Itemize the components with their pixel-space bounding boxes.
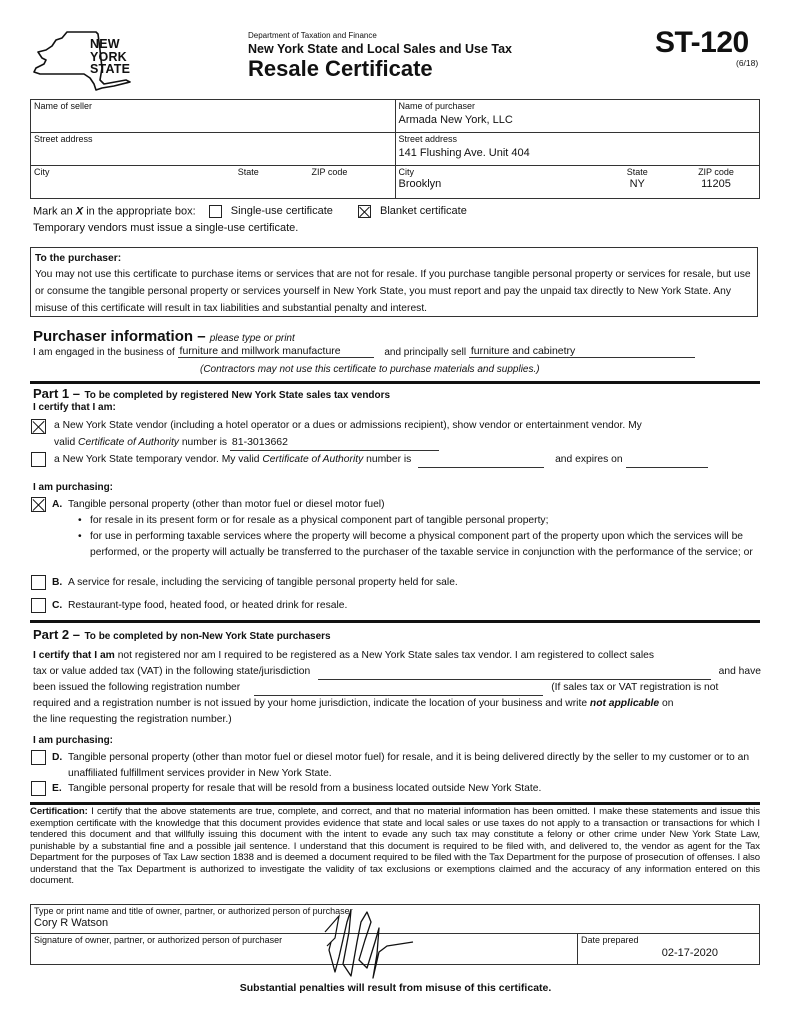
part1-vendor-option: a New York State vendor (including a hotel operator or a dues or admissions recipient), show vendor or entertainment vendor. My valid Certificate of Authority number is 81-3013662: [31, 418, 761, 451]
seller-state-label: State: [237, 167, 259, 177]
nys-vendor-checkbox[interactable]: [31, 419, 46, 434]
temporary-vendor-note: Temporary vendors must issue a single-use certificate.: [33, 222, 299, 234]
footer-warning: Substantial penalties will result from misuse of this certificate.: [239, 982, 552, 994]
purchaser-city-value: Brooklyn: [398, 178, 442, 190]
temp-expires-field[interactable]: [626, 455, 708, 468]
temp-vendor-checkbox[interactable]: [31, 452, 46, 467]
purchaser-state-label: State: [626, 167, 648, 177]
nys-logo: [30, 28, 145, 96]
signature-field[interactable]: Signature of owner, partner, or authorized person of purchaser: [31, 934, 578, 965]
printed-name-value: Cory R Watson: [34, 917, 109, 929]
purchaser-zip-value: 11205: [701, 178, 731, 190]
logo-text: NEW YORK STATE: [90, 37, 131, 76]
part2-certify-text: I certify that I am not registered nor am I required to be registered as a New York State sales tax vendor. I am registered to collect sales tax or value added tax (VAT) in the following state/jurisdiction and have been issued the following registration number (If sales tax or VAT registration is not required and a registration number is not issued by your home jurisdiction, indicate the location of your business and write not applicable on the line requesting the registration number.): [33, 650, 761, 725]
purchaser-name-field[interactable]: Name of purchaser Armada New York, LLC: [395, 100, 760, 133]
registration-number-field[interactable]: [254, 683, 543, 696]
item-e-checkbox[interactable]: [31, 781, 46, 796]
part1-item-a: A. Tangible personal property (other than motor fuel or diesel motor fuel) • for resale in its present form or for resale as a physical component part of tangible personal property; • for use in performing taxable services where the property will become a physical component part of the property upon which the services will be performed, or the property will actually be transferred to the purchaser of the taxable service in conjunction with the performance of the service; or: [31, 497, 761, 561]
divider: [30, 802, 760, 805]
divider: [30, 381, 760, 384]
notice-heading: To the purchaser:: [35, 253, 122, 264]
purchaser-city-state-zip[interactable]: [395, 166, 760, 199]
item-c-checkbox[interactable]: [31, 598, 46, 613]
seller-city-label: City: [34, 167, 50, 177]
part1-item-b: B. A service for resale, including the servicing of tangible personal property held for sale.: [31, 575, 761, 591]
signature-table: [30, 904, 760, 965]
part1-heading: Part 1 – To be completed by registered New York State sales tax vendors: [33, 386, 391, 401]
part2-purchasing-heading: I am purchasing:: [33, 735, 114, 746]
form-subtitle: New York State and Local Sales and Use Tax: [248, 42, 512, 56]
item-a-bullet: • for resale in its present form or for resale as a physical component part of tangible personal property;: [78, 513, 761, 529]
part1-temp-vendor-option: a New York State temporary vendor. My valid Certificate of Authority number is and expires on: [31, 452, 761, 468]
principally-sell-field[interactable]: furniture and cabinetry: [469, 345, 695, 358]
purchaser-info-heading: Purchaser information – please type or print: [33, 328, 295, 345]
item-b-checkbox[interactable]: [31, 575, 46, 590]
printed-name-field[interactable]: Type or print name and title of owner, partner, or authorized person of purchaser Cory R Watson: [31, 905, 760, 934]
certification-text: Certification: I certify that the above statements are true, complete, and correct, and that no material information has been omitted. I make these statements and issue this exemption certificate with the knowledge that this document provides evidence that state and local sales or use taxes do not apply to a transaction or transactions for which I tendered this document and that willfully issuing this document with the intent to evade any such tax may constitute a felony or other crime under New York State Law, punishable by a substantial fine and a possible jail sentence. I understand that this document is required to be filed with, and delivered to, the vendor as agent for the Tax Department for the purposes of Tax Law section 1838 and is deemed a document required to be filed with the Tax Department for the purpose of prosecution of offenses. I also understand that the Tax Department is authorized to investigate the validity of tax exclusions or exemptions claimed and the accuracy of any information entered on this document.: [30, 806, 760, 886]
blanket-label: Blanket certificate: [380, 205, 467, 218]
purchaser-city-label: City: [398, 167, 414, 177]
form-title: Resale Certificate: [248, 56, 433, 81]
signature-icon: [321, 902, 431, 982]
item-a-checkbox[interactable]: [31, 497, 46, 512]
part1-purchasing-heading: I am purchasing:: [33, 482, 114, 493]
part1-item-c: C. Restaurant-type food, heated food, or heated drink for resale.: [31, 598, 761, 614]
blanket-checkbox[interactable]: [358, 205, 371, 218]
single-use-checkbox[interactable]: [209, 205, 222, 218]
business-field[interactable]: furniture and millwork manufacture: [178, 345, 374, 358]
part1-certify-heading: I certify that I am:: [33, 402, 116, 413]
seller-city-state-zip[interactable]: [31, 166, 396, 199]
certificate-type-row: Mark an X in the appropriate box: Single-use certificate Blanket certificate: [33, 205, 467, 218]
purchaser-state-value: NY: [629, 178, 645, 190]
vendor-coa-number-field[interactable]: 81-3013662: [230, 434, 439, 451]
single-use-label: Single-use certificate: [230, 205, 333, 218]
part2-item-d: D. Tangible personal property (other than motor fuel or diesel motor fuel) for resale, and it is being delivered directly by the seller to my customer or to an unaffiliated fulfillment services provider in New York State.: [31, 750, 761, 782]
part2-item-e: E. Tangible personal property for resale that will be resold from a business located outside New York State.: [31, 781, 761, 797]
date-prepared-value: 02-17-2020: [661, 947, 718, 959]
jurisdiction-field[interactable]: [318, 667, 710, 680]
seller-zip-label: ZIP code: [311, 167, 348, 177]
form-number: ST-120: [655, 26, 749, 59]
purchaser-street-field[interactable]: Street address 141 Flushing Ave. Unit 404: [395, 133, 760, 166]
part2-heading: Part 2 – To be completed by non-New York State purchasers: [33, 627, 331, 642]
notice-body: You may not use this certificate to purchase items or services that are not for resale. If you purchase tangible personal property or services for resale, but use or consume the tangible personal property or services yourself in New York State, you must report and pay the unpaid tax directly to New York State. Any misuse of this certificate will result in tax liabilities and substantial penalty and interest.: [35, 269, 751, 314]
department-name: Department of Taxation and Finance: [248, 31, 377, 40]
temp-coa-number-field[interactable]: [418, 455, 544, 468]
divider: [30, 620, 760, 623]
seller-name-field[interactable]: Name of seller: [31, 100, 396, 133]
seller-purchaser-table: [30, 99, 760, 199]
seller-street-field[interactable]: Street address: [31, 133, 396, 166]
item-d-checkbox[interactable]: [31, 750, 46, 765]
date-prepared-field[interactable]: Date prepared 02-17-2020: [578, 934, 760, 965]
item-a-bullet: • for use in performing taxable services where the property will become a physical component part of the property upon which the services will be performed, or the property will actually be transferred to the purchaser of the taxable service in conjunction with the performance of the service; or: [78, 529, 761, 561]
purchaser-zip-label: ZIP code: [698, 167, 734, 177]
business-line: I am engaged in the business of furniture and millwork manufacture and principally sell furniture and cabinetry: [33, 345, 761, 358]
contractor-note: (Contractors may not use this certificate to purchase materials and supplies.): [200, 364, 540, 375]
form-revision: (6/18): [736, 58, 759, 68]
purchaser-notice-box: [30, 247, 758, 317]
